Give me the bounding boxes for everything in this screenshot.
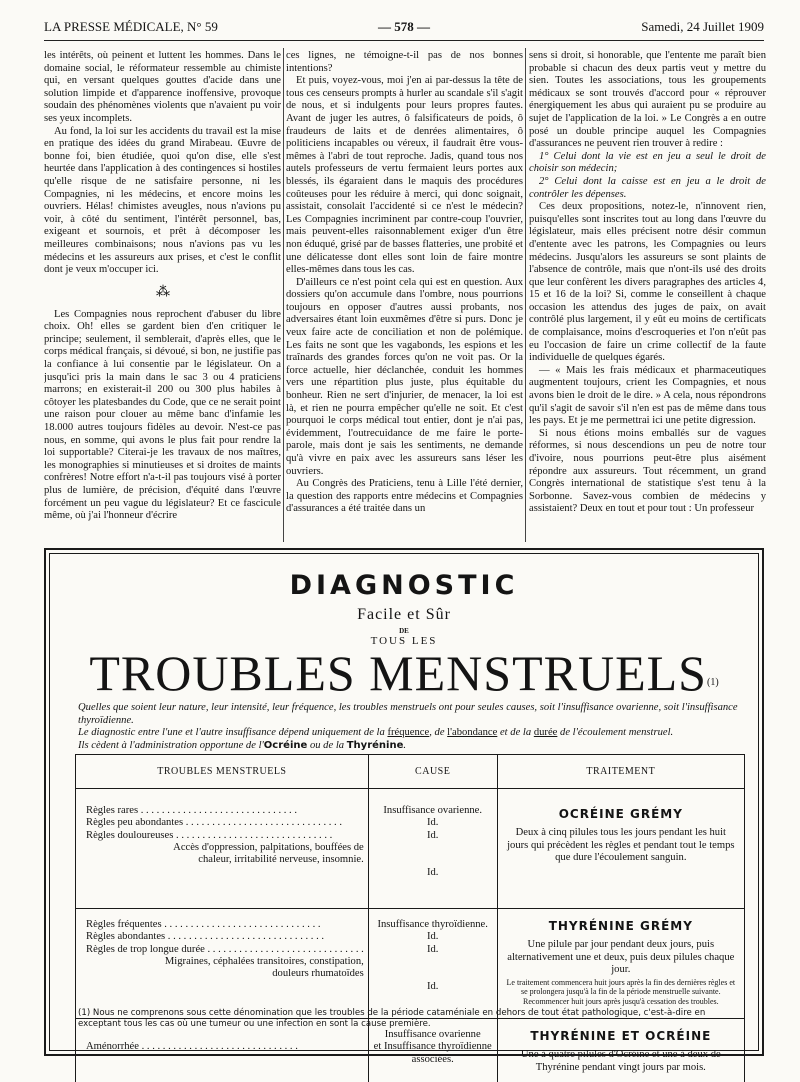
symptom: Règles douloureuses . . . — [86, 830, 364, 842]
principle-2: 2° Celui dont la caisse est en jeu a le droit de contrôler les dépenses. — [529, 175, 766, 200]
ad-intro-line-2 — [78, 727, 744, 740]
header-traitement: TRAITEMENT — [497, 755, 744, 789]
column-rule — [525, 48, 526, 542]
issue-date: Samedi, 24 Juillet 1909 — [641, 19, 764, 34]
text-span: de l'écoulement menstruel. — [560, 727, 674, 739]
ad-headline — [50, 645, 758, 701]
symptom: Règles peu abondantes . . . — [86, 817, 364, 829]
product-thyrenine: Thyrénine — [346, 739, 404, 751]
cause: Insuffisance ovarienne — [384, 1029, 481, 1040]
cause: Insuffisance ovarienne. — [383, 805, 483, 816]
ad-footnote: (1) Nous ne comprenons sous cette dénomination que les troubles de la période cataméniale en dehors de tout état pathologique, c'est-à-dire en exceptant tous les cas où une tumeur ou une infection en sont la cause première. — [78, 1008, 706, 1029]
table-row — [76, 789, 745, 909]
remedy-name: THYRÉNINE ET OCRÉINE — [530, 1029, 712, 1043]
treatment-cell — [497, 909, 744, 1019]
remedy-name: THYRÉNINE GRÉMY — [548, 919, 693, 933]
symptom: Migraines, céphalées transitoires, constipation, — [164, 955, 364, 967]
cause: Insuffisance thyroïdienne. — [377, 919, 488, 930]
paragraph: D'ailleurs ce n'est point cela qui est en question. Aux dossiers qu'on accumule dans l'ombre, nous pourrions toujours en opposer d'autres aussi probants, nos adversaires étant loin euxmêmes d'être si purs. Donc je veux faire acte de conciliation et non de polémique. Les faits ne sont que les vagabonds, les espions et les traînards des grandes forces qu'on ne voit pas. Or la force actuelle, hier déclanchée, conduit les hommes vers une répartition plus juste, plus équitable du bonheur. Rien ne sert d'injurier, de menacer, la loi est là, et rien ne pourra empêcher qu'elle ne soit. Et c'est pourquoi le corps médical tout entier, dont je n'ai pas, évidemment, l'outrecuidance de me faire le porte-parole, mais dont je sais les sentiments, ne demande qu'à vivre en paix avec les assureurs sans léser les ouvriers. — [286, 276, 523, 477]
article-column-2 — [286, 50, 523, 540]
header-cause: CAUSE — [368, 755, 497, 789]
keyword-duree: durée — [533, 727, 558, 739]
ad-intro — [78, 702, 744, 752]
ad-de: DE — [399, 627, 409, 635]
advertisement — [44, 548, 764, 1073]
ad-intro-line-3 — [78, 740, 744, 753]
paragraph: ces lignes, ne témoigne-t-il pas de nos bonnes intentions? — [286, 50, 523, 74]
ad-tous-les: TOUS LES — [370, 635, 438, 647]
remedy-name: OCRÉINE GRÉMY — [558, 807, 683, 821]
keyword-frequence: fréquence — [387, 727, 430, 739]
cause: associées. — [411, 1053, 454, 1065]
remedy-dosage: Une à quatre pilules d'Ocréine et une à deux de Thyrénine pendant vingt jours par mois. — [520, 1049, 721, 1073]
text-span: Ils cèdent à l'administration opportune de l' — [78, 739, 264, 751]
paragraph: Au fond, la loi sur les accidents du travail est la mise en pratique des idées du grand Mirabeau. Œuvre de bonne foi, bien étudiée, quoi qu'on dise, elle s'est heurtée dans l'application à des contingences si hostiles qu'elle risque de ne satisfaire personne, ni les Compagnies, ni les médecins, et encore moins les ouvriers. Hélas! chimistes aveugles, nous n'avions pu voir, à côté du sentiment, l'intérêt personnel, bas, exigeant et sournois, et prêt à décomposer les meilleures combinaisons; nous n'avions pas vu les médecins et les assureurs aux prises, et c'est le conflit dont je veux m'occuper ici. — [44, 125, 281, 276]
principle-1: 1° Celui dont la vie est en jeu a seul le droit de choisir son médecin; — [529, 150, 766, 175]
text-span: , de — [429, 727, 445, 739]
cause-cell — [368, 789, 497, 909]
symptom: Règles fréquentes . . . — [86, 919, 364, 931]
keyword-abondance: l'abondance — [447, 727, 498, 739]
treatment-cell — [497, 789, 744, 909]
paragraph: Au Congrès des Praticiens, tenu à Lille l'été dernier, la question des rapports entre médecins et Compagnies d'assurances a été traitée dans un — [286, 478, 523, 515]
remedy-dosage: Deux à cinq pilules tous les jours pendant les huit jours qui précèdent les règles et pendant tout le temps que dure l'écoulement sanguin. — [507, 827, 735, 864]
remedy-note: Le traitement commencera huit jours après la fin des dernières règles et se prolongera jusqu'à la fin de la période menstruelle suivante. — [506, 977, 736, 996]
symptoms-cell — [76, 909, 369, 1019]
paragraph: Les Compagnies nous reprochent d'abuser du libre choix. Oh! elles se gardent bien d'en critiquer le principe; seulement, il semblerait, d'après elles, que le corps médical français, si dévoué, si bon, ne justifie pas la confiance à lui consentie par le législateur. On a jusqu'ici pris la main dans le sac 3 ou 4 praticiens marrons; en existerait-il 200 ou 300 plus habiles à côtoyer les platesbandes du Code, que ce ne serait point une raison pour clouer au même banc d'infamie les 18.000 autres toujours fidèles au devoir. N'est-ce pas nous, en somme, qui avons le plus fait pour rendre la loi supportable? Citerai-je les travaux de nos maîtres, les monographies si minutieuses et si droites de maints confrères! Notre effort n'a-t-il pas toujours visé à porter plus de lumière, de précision, d'équité dans l'œuvre forcément un peu vague du législateur? Et ce fascicule même, où j'ai l'honneur d'écrire — [44, 308, 281, 522]
table-header-row — [76, 755, 745, 789]
cause: Id. — [426, 943, 439, 955]
cause: Id. — [426, 980, 439, 992]
cause: Id. — [426, 829, 439, 841]
paragraph: — « Mais les frais médicaux et pharmaceutiques augmentent toujours, crient les Compagnies, et nous avons bien le droit de le dire. » A cela, nous répondrons qu'il s'agit de savoir s'il n'en est pas de même dans tous les pays. Et je me permettrai ici une petite digression. — [529, 364, 766, 427]
symptom: Règles abondantes . . . — [86, 931, 364, 943]
cause-cell — [368, 909, 497, 1019]
symptoms-cell — [76, 789, 369, 909]
section-separator: ⁂ — [156, 284, 169, 300]
treatment-table — [75, 754, 745, 1082]
symptom: chaleur, irritabilité nerveuse, insomnie. — [198, 854, 364, 866]
product-ocreine: Ocréine — [263, 739, 308, 751]
paragraph: sens si droit, si honorable, que l'entente me paraît bien probable si chacun des deux partis veut y mettre du sien. Toutes les associations, tous les groupements médicaux se sont trouvés d'accord pour « réprouver énergiquement les abus qui auraient pu se produire au sujet de l'application de la loi. » Le Congrès a en outre posé un double principe auquel les Compagnies d'assurances ne peuvent rien trouver à redire : — [529, 50, 766, 150]
footnote-marker: (1) — [707, 677, 719, 688]
journal-title: LA PRESSE MÉDICALE, N° 59 — [44, 19, 218, 34]
text-span: . — [403, 739, 407, 751]
column-rule — [283, 48, 284, 542]
cause: Id. — [426, 866, 439, 878]
text-span: Le diagnostic entre l'une et l'autre insuffisance dépend uniquement de la — [78, 727, 385, 739]
remedy-dosage: Une pilule par jour pendant deux jours, puis alternativement une et deux, puis deux pilules chaque jour. — [507, 939, 735, 976]
header-troubles: TROUBLES MENSTRUELS — [76, 755, 369, 789]
cause: Id. — [426, 817, 439, 829]
paragraph: Et puis, voyez-vous, moi j'en ai par-dessus la tête de tous ces censeurs prompts à hurler au scandale s'il s'agit de nous, et si indulgents pour leurs propres fautes. Avant de juger les autres, ô falsificateurs de poids, ô fraudeurs de laits et de denrées alimentaires, ô politiciens incapables ou véreux, il faudrait être vous-mêmes à l'abri de tout reproche. Jadis, quand tous nos autels professeurs de vertu fermaient leurs portes aux blessés, ils égaraient dans le maquis des procédures coûteuses pour les réduire à merci, qui donc soignait, assistait, consolait l'accidenté si ce n'est le médecin? Les Compagnies incriminent par contre-coup l'ouvrier, mais peuvent-elles raisonnablement exiger d'un être non éduqué, grisé par de basses flatteries, une probité et une délicatesse dont elles sont loin de faire montre elles-mêmes dans tous les cas. — [286, 75, 523, 276]
ad-title: DIAGNOSTIC — [289, 570, 519, 601]
paragraph: Si nous étions moins emballés sur de vagues réformes, si nous descendions un peu de notre tour d'ivoire, nous pourrions peut-être plus aisément répondre aux assureurs. Tout récemment, un grand Congrès international de statistique s'est tenu à la Sorbonne. Savez-vous combien de médecins y assistaient? Deux en tout et pour tout : Un professeur — [529, 427, 766, 515]
table-row — [76, 909, 745, 1019]
paragraph: les intérêts, où peinent et luttent les hommes. Dans le domaine social, le réformateur ressemble au chimiste qui, en versant quelques gouttes d'acide dans une solution limpide et d'apparence inoffensive, provoque soudain des phénomènes violents que n'avaient pu voir ses yeux incomplets. — [44, 50, 281, 124]
header-rule — [44, 40, 764, 41]
symptom: Règles rares . . . — [86, 805, 364, 817]
ad-subtitle: Facile et Sûr — [357, 606, 451, 623]
remedy-note: Recommencer huit jours après jusqu'à cessation des troubles. — [523, 996, 719, 1006]
text-span: et de la — [499, 727, 532, 739]
symptom: Aménorrhée . . . — [86, 1041, 364, 1053]
ad-headline-text: TROUBLES MENSTRUELS — [89, 645, 707, 701]
advertisement-inner-frame — [49, 553, 759, 1073]
ad-intro-line-1: Quelles que soient leur nature, leur intensité, leur fréquence, les troubles menstruels ont pour seules causes, soit l'insuffisance ovarienne, soit l'insuffisance thyroïdienne. — [78, 702, 738, 726]
paragraph: Ces deux propositions, notez-le, n'innovent rien, puisqu'elles sont inscrites tout au long dans l'œuvre du législateur, mais elles précisent notre désir commun d'entente avec les patrons, les Compagnies ou leurs médecins. Jusqu'alors les assureurs se sont plaints de l'absence de contrôle, mais que n'ont-ils usé des droits que leur confèrent les divers paragraphes des articles 4, 15 et 16 de la loi? Si, comme le conseillent à chaque occasion les attendus des juges de paix, on avait contrôlé plus largement, il y eût eu moins de certificats de complaisance, moins d'escroqueries et l'on n'eût pas eu l'occasion de faire un crime collectif de la faute individuelle de quelques égarés. — [529, 201, 766, 364]
cause: Id. — [426, 931, 439, 943]
symptom: Règles de trop longue durée . . . — [86, 944, 364, 956]
article-column-1 — [44, 50, 281, 540]
article-column-3 — [529, 50, 766, 540]
cause: et Insuffisance thyroïdienne — [373, 1041, 492, 1053]
page-header — [44, 19, 764, 37]
page-number: — 578 — — [378, 19, 430, 34]
symptom: douleurs rhumatoïdes — [272, 968, 364, 980]
text-span: ou de la — [309, 739, 345, 751]
symptom: Accès d'oppression, palpitations, bouffées de — [173, 841, 364, 853]
